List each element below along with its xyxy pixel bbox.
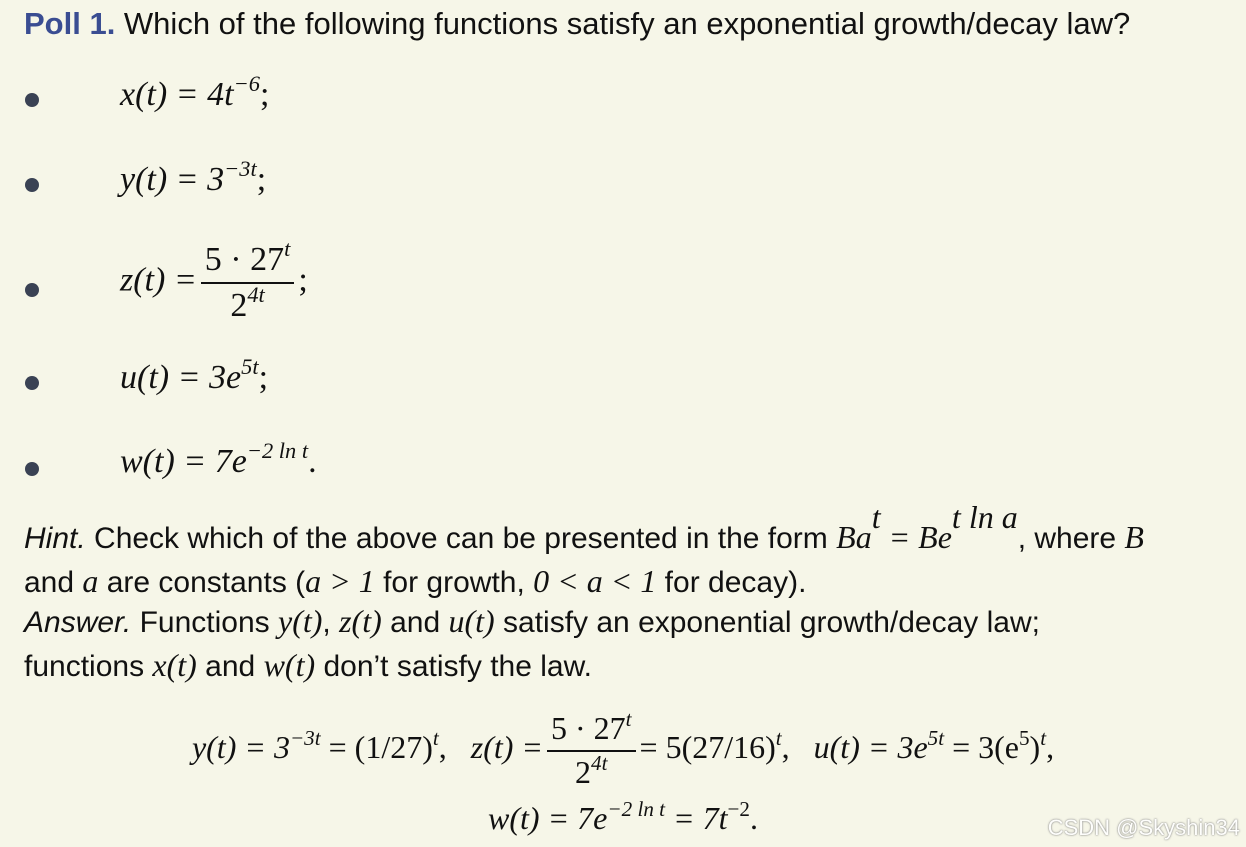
list-item-y xyxy=(0,155,1246,215)
display-equation-1: $y(t) = 3^{-3t} = (1/27)^t$, z(t) = $\frac{5 \cdot 27^t}{2^{4t}}$ = $5(27/16)^t$, $u(t) = 3e^{5t} = 3(e^5)^t$, xyxy=(191,706,1055,790)
hint-label: Hint. xyxy=(24,522,86,555)
fraction: $\frac{5 \cdot 27^t}{2^{4t}}$ xyxy=(201,242,295,323)
function-w: $w(t) = 7e^{-2 ln t}$. xyxy=(120,438,317,480)
list-item-w xyxy=(0,437,1246,497)
list-item-u xyxy=(0,353,1246,413)
bullet-icon xyxy=(25,93,39,107)
watermark: CSDN @Skyshin34 xyxy=(1047,815,1240,840)
bullet-icon xyxy=(25,376,39,390)
answer-label: Answer. xyxy=(24,606,132,639)
list-item-z xyxy=(0,238,1246,338)
answer-line-1: Answer. Functions y(t), z(t) and u(t) satisfy an exponential growth/decay law; xyxy=(24,603,1040,639)
list-item-x xyxy=(0,70,1246,130)
hint-line-1: Hint. Check which of the above can be presented in the form $Ba^t = Be^{t ln a}$, where B xyxy=(24,499,1144,555)
bullet-icon xyxy=(25,283,39,297)
function-y: $y(t) = 3^{-3t}$; xyxy=(120,156,267,198)
poll-question: Which of the following functions satisfy an exponential growth/decay law? xyxy=(115,6,1131,41)
bullet-icon xyxy=(25,462,39,476)
function-x: $x(t) = 4t^{-6}$; xyxy=(120,71,270,113)
function-u: $u(t) = 3e^{5t}$; xyxy=(120,354,269,396)
poll-label: Poll 1. xyxy=(24,6,116,41)
hint-line-2: and a are constants (a > 1 for growth, 0 < a < 1 for decay). xyxy=(24,563,807,599)
bullet-icon xyxy=(25,178,39,192)
hint-paragraph xyxy=(24,499,1239,604)
answer-paragraph xyxy=(24,600,1239,688)
display-equation-2: $w(t) = 7e^{-2 ln t} = 7t^{-2}$. xyxy=(488,796,758,836)
poll-title xyxy=(24,4,1130,44)
function-z: z(t) = $\frac{5 \cdot 27^t}{2^{4t}}$ ; xyxy=(120,236,308,324)
answer-line-2: functions x(t) and w(t) don’t satisfy the law. xyxy=(24,647,592,683)
display-fraction: $\frac{5 \cdot 27^t}{2^{4t}}$ xyxy=(547,712,636,789)
